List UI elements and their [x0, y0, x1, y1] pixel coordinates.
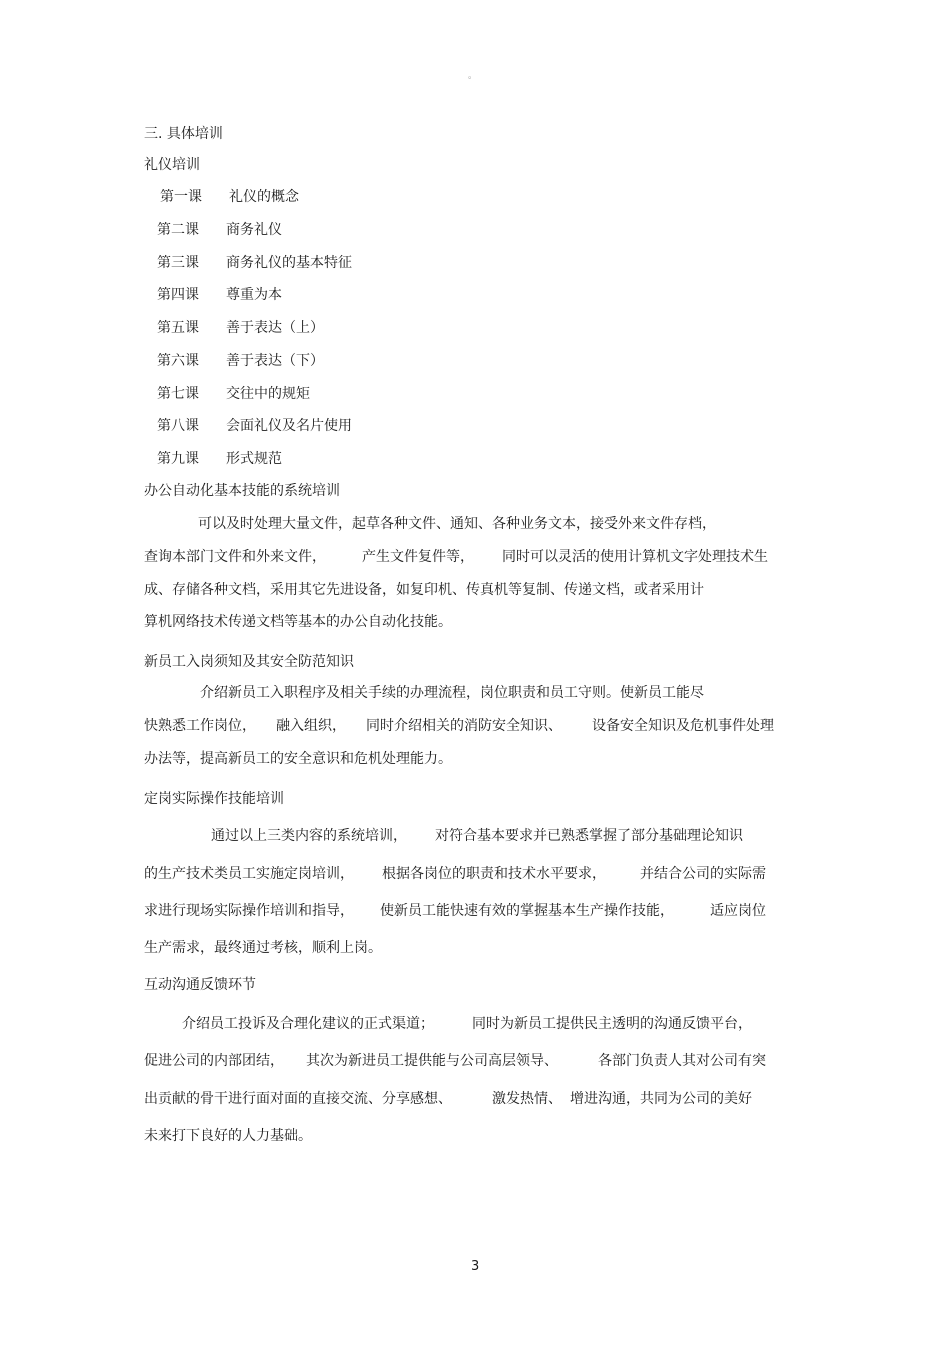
lesson-num: 第二课 [157, 222, 199, 238]
text-segment: 产生文件复件等， [362, 549, 474, 565]
lesson-num: 第三课 [157, 255, 199, 271]
paragraph-line: 成、存储各种文档，采用其它先进设备，如复印机、传真机等复制、传递文档，或者采用计 [144, 582, 704, 598]
paragraph-line [211, 826, 743, 846]
top-mark: 。 [468, 71, 478, 81]
lesson-name: 礼仪的概念 [229, 189, 299, 205]
text-segment: 根据各岗位的职责和技术水平要求， [382, 866, 606, 882]
text-segment: 对符合基本要求并已熟悉掌握了部分基础理论知识 [435, 828, 743, 844]
text-segment: 介绍员工投诉及合理化建议的正式渠道； [182, 1016, 434, 1032]
paragraph-line: 生产需求，最终通过考核，顺利上岗。 [144, 940, 382, 956]
paragraph-line: 未来打下良好的人力基础。 [144, 1128, 312, 1144]
paragraph-line [144, 901, 766, 921]
etiquette-heading: 礼仪培训 [144, 157, 200, 173]
text-segment: 并结合公司的实际需 [640, 866, 766, 882]
lesson-name: 商务礼仪的基本特征 [226, 255, 352, 271]
lesson-name: 商务礼仪 [226, 222, 282, 238]
text-segment: 促进公司的内部团结， [144, 1053, 284, 1069]
section-title: 三. 具体培训 [144, 126, 223, 142]
paragraph-line [182, 1014, 752, 1034]
lesson-name: 尊重为本 [226, 287, 282, 303]
text-segment: 融入组织， [276, 718, 346, 734]
text-segment: 其次为新进员工提供能与公司高层领导、 [306, 1053, 558, 1069]
text-segment: 适应岗位 [710, 903, 766, 919]
text-segment: 出贡献的骨干进行面对面的直接交流、分享感想、 [144, 1091, 452, 1107]
lesson-name: 善于表达（上） [226, 320, 324, 336]
lesson-num: 第一课 [160, 189, 202, 205]
paragraph-line [144, 1051, 766, 1071]
paragraph-line: 算机网络技术传递文档等基本的办公自动化技能。 [144, 614, 452, 630]
newstaff-heading: 新员工入岗须知及其安全防范知识 [144, 654, 354, 670]
text-segment: 同时可以灵活的使用计算机文字处理技术生 [502, 549, 768, 565]
paragraph-line: 可以及时处理大量文件，起草各种文件、通知、各种业务文本，接受外来文件存档， [198, 516, 716, 532]
feedback-heading: 互动沟通反馈环节 [144, 977, 256, 993]
lesson-num: 第九课 [157, 451, 199, 467]
paragraph-line [144, 1089, 752, 1109]
text-segment: 设备安全知识及危机事件处理 [592, 718, 774, 734]
onjob-heading: 定岗实际操作技能培训 [144, 791, 284, 807]
text-segment: 增进沟通，共同为公司的美好 [570, 1091, 752, 1107]
lesson-name: 交往中的规矩 [226, 386, 310, 402]
text-segment: 使新员工能快速有效的掌握基本生产操作技能， [380, 903, 674, 919]
lesson-name: 形式规范 [226, 451, 282, 467]
lesson-num: 第四课 [157, 287, 199, 303]
lesson-num: 第八课 [157, 418, 199, 434]
paragraph-line [144, 864, 766, 884]
text-segment: 通过以上三类内容的系统培训， [211, 828, 407, 844]
lesson-name: 会面礼仪及名片使用 [226, 418, 352, 434]
lesson-num: 第六课 [157, 353, 199, 369]
text-segment: 激发热情、 [492, 1091, 562, 1107]
text-segment: 同时介绍相关的消防安全知识、 [366, 718, 562, 734]
paragraph-line [144, 716, 774, 736]
text-segment: 同时为新员工提供民主透明的沟通反馈平台， [472, 1016, 752, 1032]
text-segment: 各部门负责人其对公司有突 [598, 1053, 766, 1069]
lesson-num: 第五课 [157, 320, 199, 336]
paragraph-line: 介绍新员工入职程序及相关手续的办理流程，岗位职责和员工守则。使新员工能尽 [200, 685, 704, 701]
text-segment: 求进行现场实际操作培训和指导， [144, 903, 354, 919]
lesson-num: 第七课 [157, 386, 199, 402]
text-segment: 的生产技术类员工实施定岗培训， [144, 866, 354, 882]
lesson-name: 善于表达（下） [226, 353, 324, 369]
paragraph-line [144, 547, 768, 567]
office-heading: 办公自动化基本技能的系统培训 [144, 483, 340, 499]
page-number: 3 [471, 1259, 480, 1274]
paragraph-line: 办法等，提高新员工的安全意识和危机处理能力。 [144, 751, 452, 767]
text-segment: 查询本部门文件和外来文件， [144, 549, 326, 565]
text-segment: 快熟悉工作岗位， [144, 718, 256, 734]
